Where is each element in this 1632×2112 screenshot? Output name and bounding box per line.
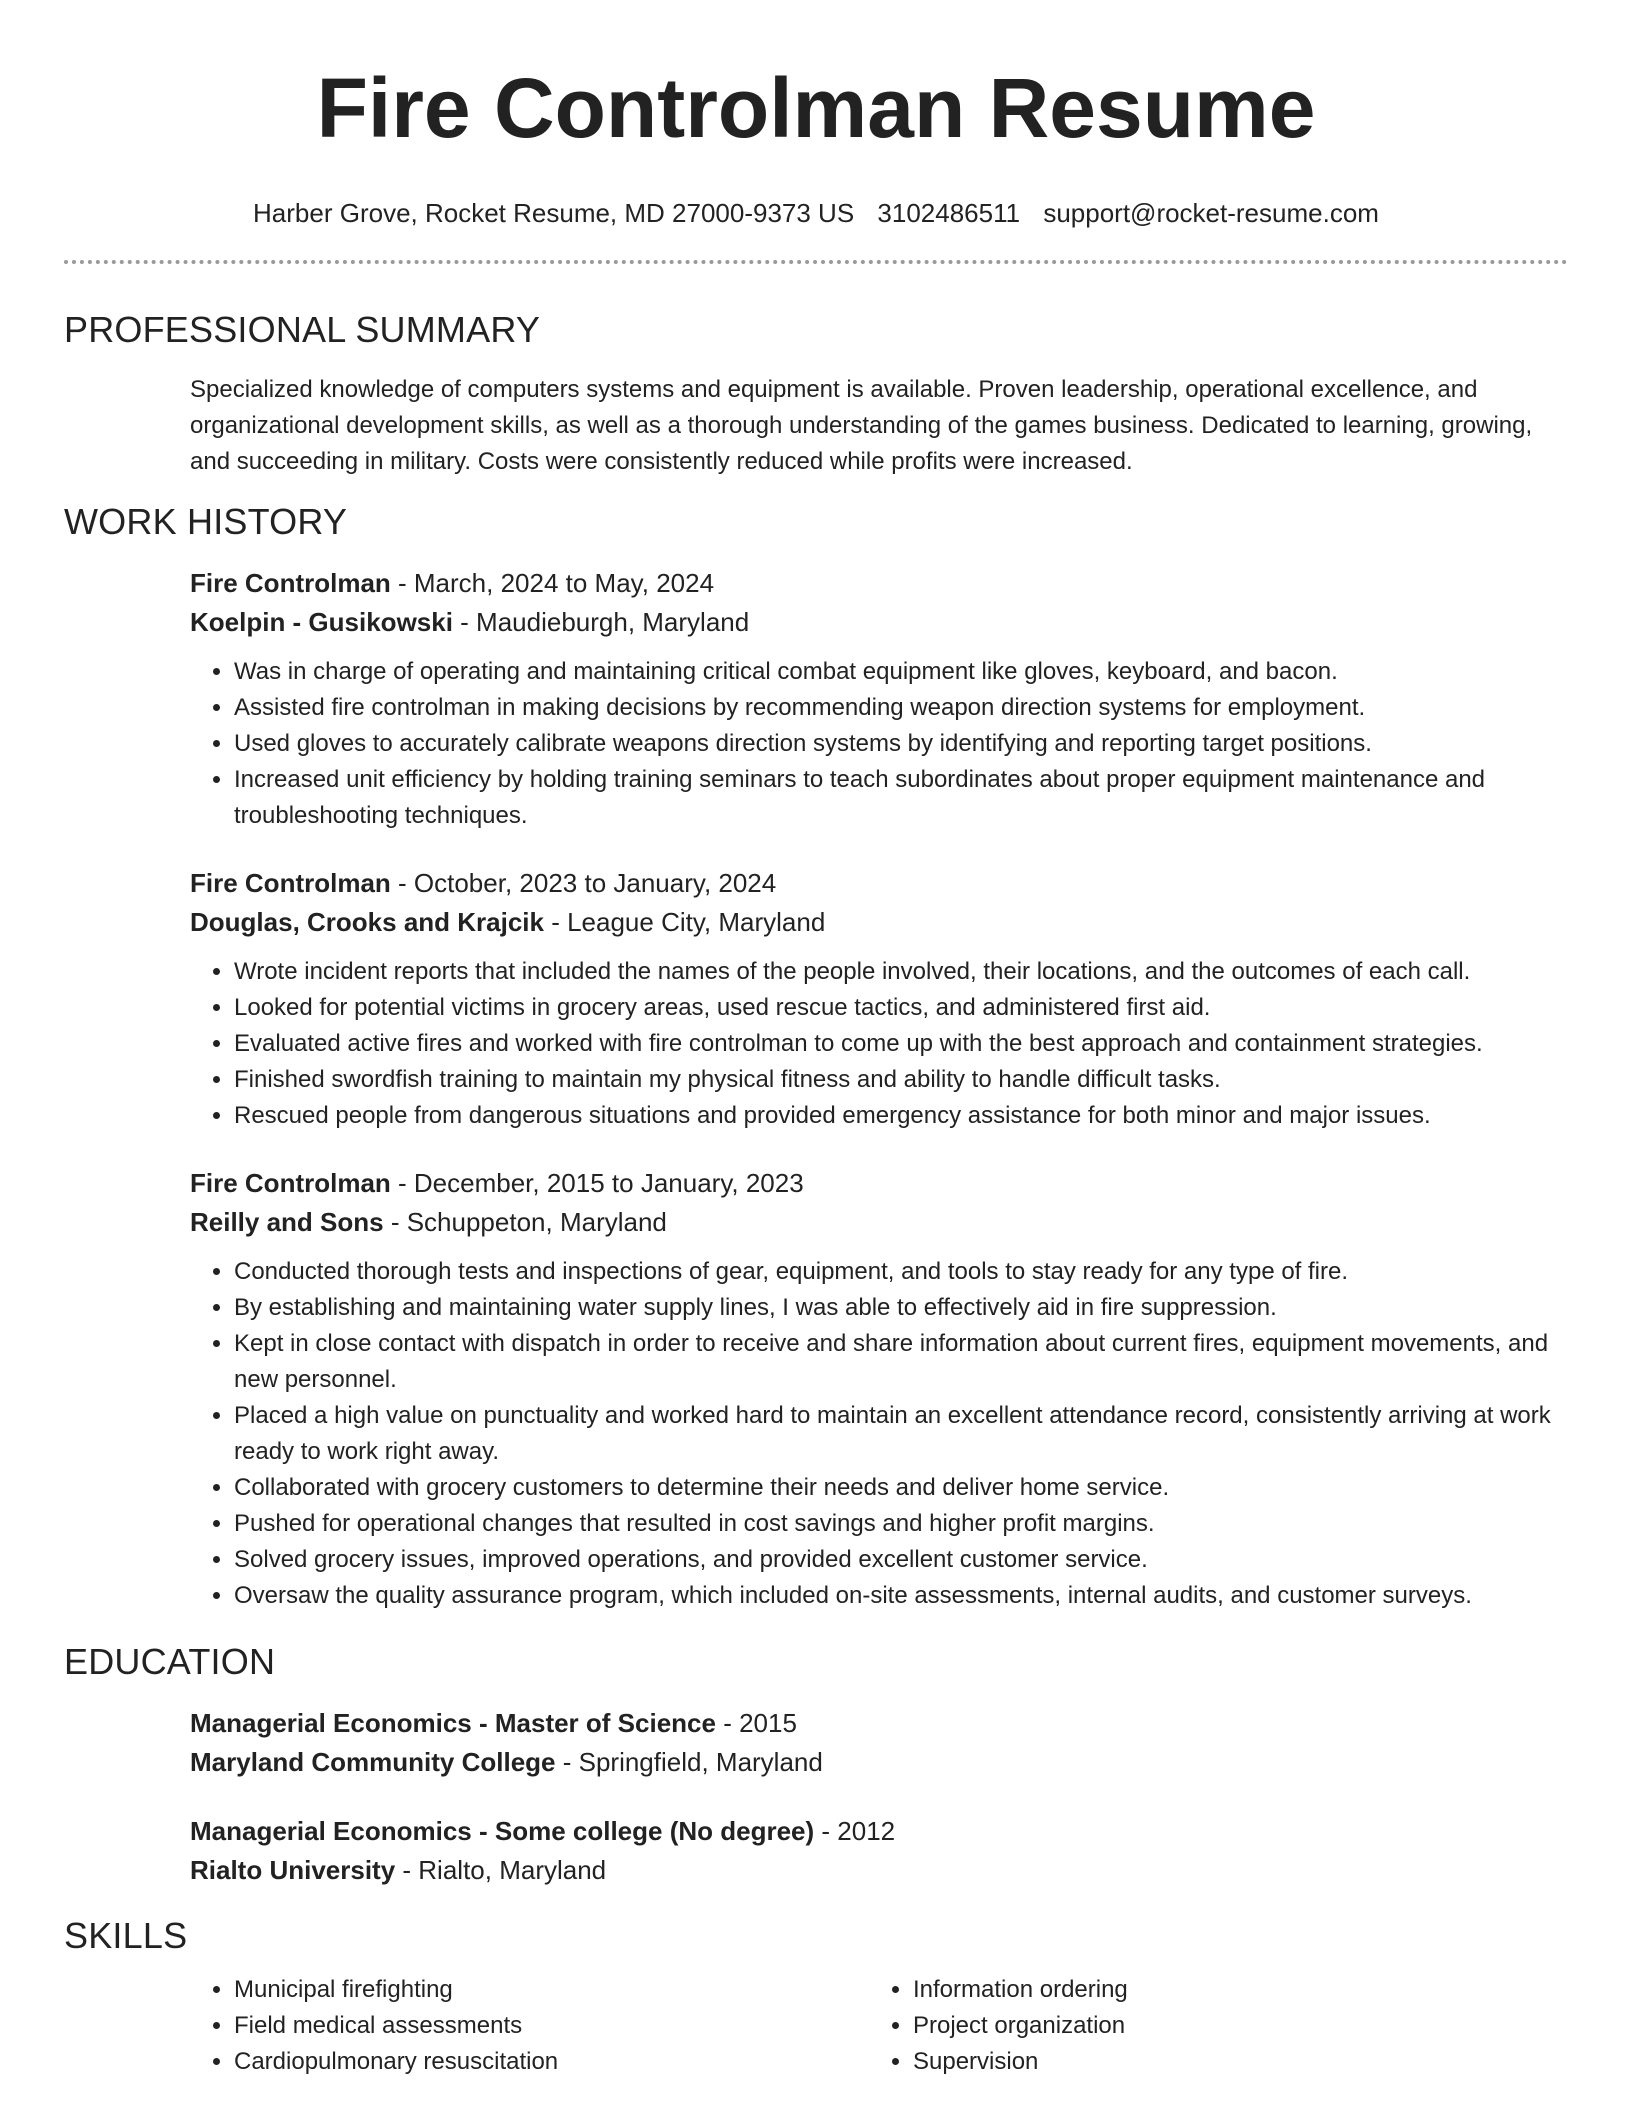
summary-text: Specialized knowledge of computers systems and equipment is available. Proven leadership, operational excellence, and organizational development skills, as well as a thorough understanding of the games business. Dedicated to learning, growing, and succeeding in military. Costs were consistently reduced while profits were increased. (190, 376, 1533, 475)
section-heading-summary: PROFESSIONAL SUMMARY (64, 309, 541, 350)
education-location: - Springfield, Maryland (555, 1747, 823, 1777)
job-title-line (190, 864, 1568, 903)
job-title-line (190, 564, 1568, 603)
job-location: - League City, Maryland (543, 907, 826, 937)
job-bullet: • Increased unit efficiency by holding training seminars to teach subordinates about proper equipment maintenance and troubleshooting techniques. (234, 762, 1568, 834)
skills-section (64, 1914, 1568, 2080)
section-heading-skills: SKILLS (64, 1915, 188, 1956)
job-bullet: • Wrote incident reports that included the names of the people involved, their locations, and the outcomes of each call. (234, 954, 1568, 990)
job-title: Fire Controlman (190, 568, 391, 598)
header-divider (64, 260, 1568, 264)
skills-columns (190, 1972, 1568, 2080)
contact-phone: 3102486511 (877, 198, 1021, 228)
job-bullet: • Pushed for operational changes that resulted in cost savings and higher profit margins. (234, 1506, 1568, 1542)
job-bullet: • Finished swordfish training to maintain my physical fitness and ability to handle difficult tasks. (234, 1062, 1568, 1098)
job-bullet: • Kept in close contact with dispatch in order to receive and share information about current fires, equipment movements, and new personnel. (234, 1326, 1568, 1398)
skill-item: • Supervision (913, 2044, 1548, 2080)
job-bullet: • Evaluated active fires and worked with fire controlman to come up with the best approach and containment strategies. (234, 1026, 1568, 1062)
education-year: - 2012 (814, 1816, 896, 1846)
job-bullet-list (190, 954, 1568, 1134)
job-bullet: • Solved grocery issues, improved operations, and provided excellent customer service. (234, 1542, 1568, 1578)
skill-item: • Cardiopulmonary resuscitation (234, 2044, 869, 2080)
resume-page (64, 0, 1568, 2080)
job-entry (190, 1164, 1568, 1614)
job-bullet: • Rescued people from dangerous situations and provided emergency assistance for both minor and major issues. (234, 1098, 1568, 1134)
skill-item: • Information ordering (913, 1972, 1548, 2008)
section-heading-education: EDUCATION (64, 1641, 276, 1682)
skills-list-left (190, 1972, 869, 2080)
job-bullet: • Placed a high value on punctuality and worked hard to maintain an excellent attendance record, consistently arriving at work ready to work right away. (234, 1398, 1568, 1470)
contact-email: support@rocket-resume.com (1043, 198, 1379, 228)
skill-item: • Municipal firefighting (234, 1972, 869, 2008)
education-section (64, 1640, 1568, 1890)
job-company: Douglas, Crooks and Krajcik (190, 907, 544, 937)
job-dates: - March, 2024 to May, 2024 (390, 568, 715, 598)
job-entry (190, 864, 1568, 1134)
education-entry (190, 1704, 1568, 1782)
contact-info (64, 196, 1568, 230)
section-heading-work: WORK HISTORY (64, 501, 348, 542)
work-history-section (64, 500, 1568, 1614)
job-location: - Maudieburgh, Maryland (452, 607, 750, 637)
education-year: - 2015 (715, 1708, 797, 1738)
education-school-line (190, 1851, 1568, 1890)
education-entry (190, 1812, 1568, 1890)
education-degree: Managerial Economics - Master of Science (190, 1708, 716, 1738)
job-company-line (190, 603, 1568, 642)
resume-title: Fire Controlman Resume (316, 61, 1316, 155)
job-company: Koelpin - Gusikowski (190, 607, 453, 637)
job-location: - Schuppeton, Maryland (383, 1207, 667, 1237)
education-location: - Rialto, Maryland (395, 1855, 607, 1885)
education-school: Rialto University (190, 1855, 396, 1885)
job-dates: - December, 2015 to January, 2023 (390, 1168, 804, 1198)
job-bullet: • Collaborated with grocery customers to determine their needs and deliver home service. (234, 1470, 1568, 1506)
job-bullet: • By establishing and maintaining water supply lines, I was able to effectively aid in fire suppression. (234, 1290, 1568, 1326)
job-bullet-list (190, 1254, 1568, 1614)
skill-item: • Project organization (913, 2008, 1548, 2044)
job-company-line (190, 903, 1568, 942)
professional-summary-section (64, 308, 1568, 480)
education-degree: Managerial Economics - Some college (No degree) (190, 1816, 815, 1846)
job-title-line (190, 1164, 1568, 1203)
job-company: Reilly and Sons (190, 1207, 384, 1237)
job-title: Fire Controlman (190, 1168, 391, 1198)
job-dates: - October, 2023 to January, 2024 (390, 868, 777, 898)
skills-list-right (869, 1972, 1548, 2080)
job-entry (190, 564, 1568, 834)
job-title: Fire Controlman (190, 868, 391, 898)
job-bullet: • Assisted fire controlman in making decisions by recommending weapon direction systems for employment. (234, 690, 1568, 726)
job-bullet: • Oversaw the quality assurance program, which included on-site assessments, internal audits, and customer surveys. (234, 1578, 1568, 1614)
job-bullet: • Used gloves to accurately calibrate weapons direction systems by identifying and reporting target positions. (234, 726, 1568, 762)
skill-item: • Field medical assessments (234, 2008, 869, 2044)
job-bullet: • Looked for potential victims in grocery areas, used rescue tactics, and administered first aid. (234, 990, 1568, 1026)
education-degree-line (190, 1812, 1568, 1851)
job-bullet-list (190, 654, 1568, 834)
education-school: Maryland Community College (190, 1747, 556, 1777)
job-company-line (190, 1203, 1568, 1242)
education-degree-line (190, 1704, 1568, 1743)
contact-address: Harber Grove, Rocket Resume, MD 27000-9373 US (253, 198, 855, 228)
education-school-line (190, 1743, 1568, 1782)
job-bullet: • Conducted thorough tests and inspections of gear, equipment, and tools to stay ready for any type of fire. (234, 1254, 1568, 1290)
job-bullet: • Was in charge of operating and maintaining critical combat equipment like gloves, keyboard, and bacon. (234, 654, 1568, 690)
